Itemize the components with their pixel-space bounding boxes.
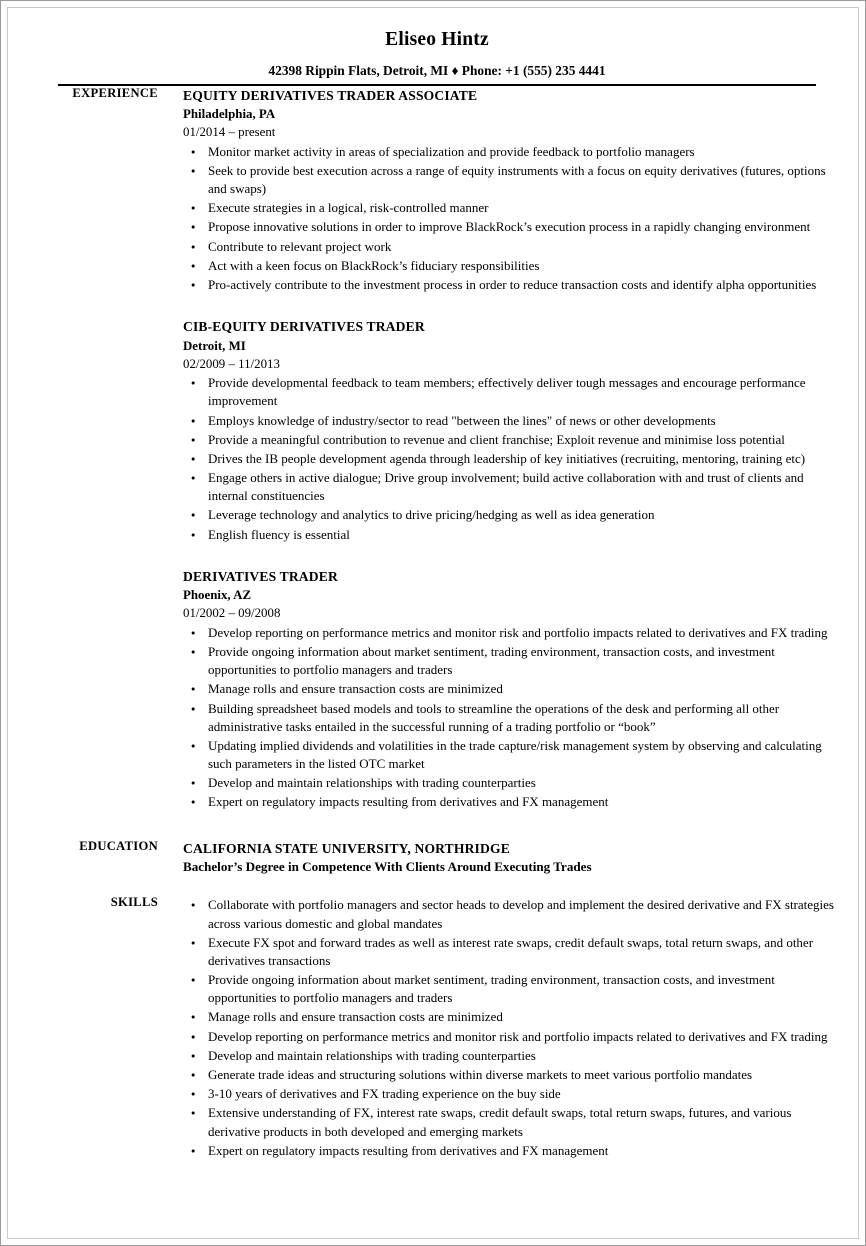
job-title: DERIVATIVES TRADER (183, 568, 338, 584)
job-title: EQUITY DERIVATIVES TRADER ASSOCIATE (183, 87, 478, 103)
list-item: ● Contribute to relevant project work (183, 238, 838, 256)
list-item: ● Drives the IB people development agenda through leadership of key initiatives (recruiting, mentoring, training etc) (183, 450, 838, 468)
job-bullet-list (183, 374, 838, 544)
list-item: ● Provide a meaningful contribution to revenue and client franchise; Exploit revenue and minimise loss potential (183, 431, 838, 449)
education-label-column (36, 839, 158, 854)
list-item: ● Building spreadsheet based models and tools to streamline the operations of the desk and performing all other administrative tasks entailed in the successful running of a trading portfolio or “book” (183, 700, 838, 736)
list-item: ● Develop and maintain relationships with trading counterparties (183, 1047, 838, 1065)
candidate-name: Eliseo Hintz (385, 29, 489, 50)
job-location: Philadelphia, PA (183, 107, 276, 122)
list-item: ● Develop reporting on performance metrics and monitor risk and portfolio impacts related to derivatives and FX trading (183, 624, 838, 642)
job-bullet-list (183, 143, 838, 295)
section-skills (36, 895, 838, 1161)
list-item: ● 3-10 years of derivatives and FX trading experience on the buy side (183, 1085, 838, 1103)
list-item: ● Propose innovative solutions in order to improve BlackRock’s execution process in a rapidly changing environment (183, 218, 838, 236)
list-item: ● Collaborate with portfolio managers and sector heads to develop and implement the desired derivative and FX strategies across various domestic and global mandates (183, 896, 838, 932)
list-item: ● Engage others in active dialogue; Drive group involvement; build active collaboration with and trust of clients and internal constituencies (183, 469, 838, 505)
section-spacer (36, 877, 838, 895)
list-item: ● Provide developmental feedback to team members; effectively deliver tough messages and encourage performance improvement (183, 374, 838, 410)
section-label-experience: EXPERIENCE (72, 85, 158, 100)
experience-entry (183, 317, 838, 544)
job-dates: 01/2002 – 09/2008 (183, 606, 281, 621)
section-label-skills: SKILLS (110, 895, 158, 910)
job-location: Detroit, MI (183, 338, 246, 353)
experience-label-column (36, 86, 158, 101)
section-experience (36, 86, 838, 813)
section-spacer (36, 813, 838, 839)
entry-spacer (183, 295, 838, 317)
list-item: ● Generate trade ideas and structuring solutions within diverse markets to meet various portfolio mandates (183, 1066, 838, 1084)
list-item: ● Provide ongoing information about market sentiment, trading environment, transaction costs, and investment opportunities to portfolio managers and traders (183, 971, 838, 1007)
list-item: ● Manage rolls and ensure transaction costs are minimized (183, 680, 838, 698)
list-item: ● Execute FX spot and forward trades as well as interest rate swaps, credit default swaps, total return swaps, and other derivatives transactions (183, 934, 838, 970)
list-item: ● Develop reporting on performance metrics and monitor risk and portfolio impacts related to derivatives and FX trading (183, 1028, 838, 1046)
resume-content (8, 8, 858, 1238)
list-item: ● Expert on regulatory impacts resulting from derivatives and FX management (183, 1142, 838, 1160)
resume-header (36, 28, 838, 80)
list-item: ● Updating implied dividends and volatilities in the trade capture/risk management system by observing and calculating such parameters in the listed OTC market (183, 737, 838, 773)
experience-entry (183, 567, 838, 812)
experience-body-column (158, 86, 838, 813)
list-item: ● Extensive understanding of FX, interest rate swaps, credit default swaps, total return swaps, futures, and various derivative products in both developed and emerging markets (183, 1104, 838, 1140)
list-item: ● Develop and maintain relationships with trading counterparties (183, 774, 838, 792)
job-dates: 01/2014 – present (183, 125, 276, 140)
skills-bullet-list (183, 896, 838, 1160)
entry-spacer (183, 545, 838, 567)
skills-body-column (158, 895, 838, 1161)
list-item: ● Manage rolls and ensure transaction costs are minimized (183, 1008, 838, 1026)
page-border-inner (7, 7, 859, 1239)
list-item: ● Provide ongoing information about market sentiment, trading environment, transaction costs, and investment opportunities to portfolio managers and traders (183, 643, 838, 679)
list-item: ● Leverage technology and analytics to drive pricing/hedging as well as idea generation (183, 506, 838, 524)
education-body-column (158, 839, 838, 878)
job-bullet-list (183, 624, 838, 812)
section-education (36, 839, 838, 878)
education-degree: Bachelor’s Degree in Competence With Clients Around Executing Trades (183, 859, 592, 875)
experience-entry (183, 86, 838, 294)
job-dates: 02/2009 – 11/2013 (183, 356, 280, 371)
list-item: ● Act with a keen focus on BlackRock’s fiduciary responsibilities (183, 257, 838, 275)
list-item: ● Seek to provide best execution across a range of equity instruments with a focus on equity derivatives (futures, options and swaps) (183, 162, 838, 198)
education-school: CALIFORNIA STATE UNIVERSITY, NORTHRIDGE (183, 840, 510, 856)
list-item: ● Execute strategies in a logical, risk-controlled manner (183, 199, 838, 217)
list-item: ● English fluency is essential (183, 526, 838, 544)
list-item: ● Employs knowledge of industry/sector to read "between the lines" of news or other developments (183, 412, 838, 430)
job-title: CIB-EQUITY DERIVATIVES TRADER (183, 319, 425, 335)
list-item: ● Monitor market activity in areas of specialization and provide feedback to portfolio managers (183, 143, 838, 161)
skills-label-column (36, 895, 158, 910)
candidate-contact-line: 42398 Rippin Flats, Detroit, MI ♦ Phone: +1 (555) 235 4441 (268, 63, 606, 79)
section-label-education: EDUCATION (79, 838, 158, 853)
list-item: ● Pro-actively contribute to the investment process in order to reduce transaction costs and identify alpha opportunities (183, 276, 838, 294)
job-location: Phoenix, AZ (183, 588, 252, 603)
list-item: ● Expert on regulatory impacts resulting from derivatives and FX management (183, 793, 838, 811)
